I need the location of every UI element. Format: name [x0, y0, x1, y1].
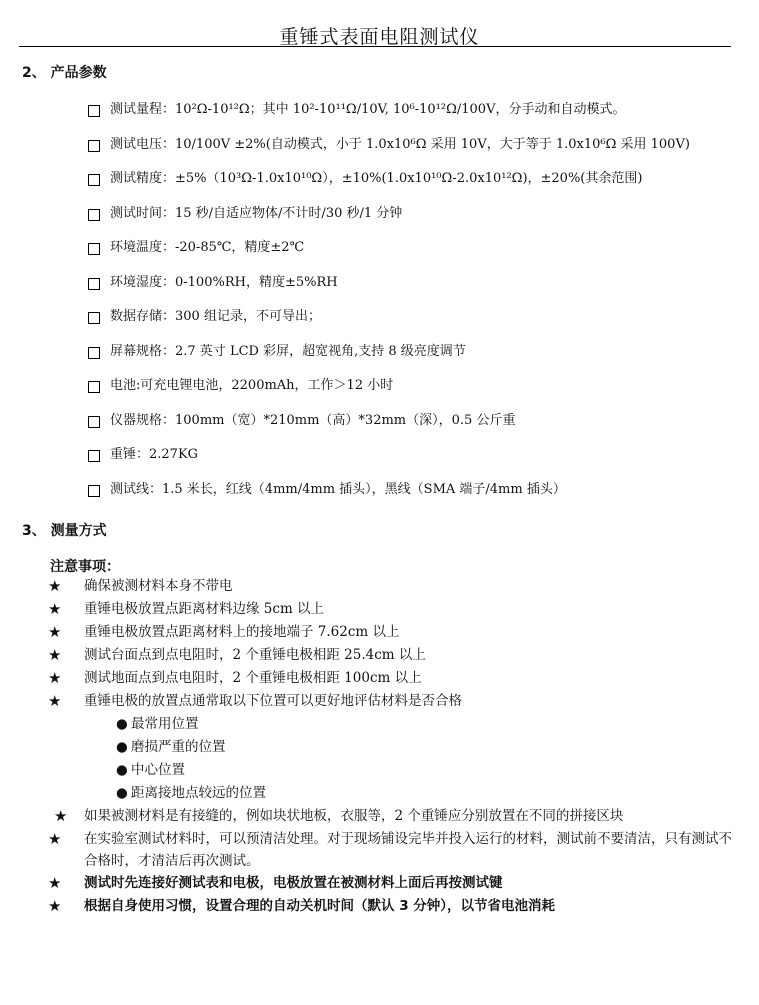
checkbox-icon [88, 278, 100, 290]
title-rule [19, 46, 731, 47]
section-heading-params: 2、 产品参数 [22, 65, 107, 81]
section-heading-method: 3、 测量方式 [22, 523, 107, 539]
param-text: 屏幕规格：2.7 英寸 LCD 彩屏，超宽视角,支持 8 级亮度调节 [110, 343, 466, 359]
param-item [86, 377, 746, 412]
param-item [86, 412, 746, 447]
note-text: 测试时先连接好测试表和电极，电极放置在被测材料上面后再按测试键 [84, 875, 503, 891]
star-icon: ★ [48, 669, 62, 687]
param-text: 测试精度：±5%（10³Ω-1.0x10¹⁰Ω），±10%(1.0x10¹⁰Ω-2.0x10¹²Ω)，±20%(其余范围) [110, 171, 643, 186]
note-text: 如果被测材料是有接缝的，例如块状地板，衣服等，2 个重锤应分别放置在不同的拼接区块 [84, 808, 624, 824]
param-text: 环境湿度：0-100%RH，精度±5%RH [110, 274, 338, 290]
param-item [86, 481, 746, 516]
note-text: 重锤电极放置点距离材料上的接地端子 7.62cm 以上 [84, 624, 400, 640]
param-item [86, 101, 746, 136]
star-icon: ★ [48, 646, 62, 664]
param-item [86, 308, 746, 343]
param-text: 测试时间：15 秒/自适应物体/不计时/30 秒/1 分钟 [110, 205, 403, 221]
param-text: 测试电压：10/100V ±2%(自动模式，小于 1.0x10⁶Ω 采用 10V，大于等于 1.0x10⁶Ω 采用 100V) [110, 136, 690, 152]
checkbox-icon [88, 381, 100, 393]
param-item [86, 205, 746, 240]
checkbox-icon [88, 140, 100, 152]
note-text: 重锤电极放置点距离材料边缘 5cm 以上 [84, 601, 325, 617]
checkbox-icon [88, 209, 100, 221]
position-text: 最常用位置 [131, 716, 199, 732]
checkbox-icon [88, 174, 100, 186]
note-item [48, 828, 738, 872]
param-text: 环境温度：-20-85℃，精度±2℃ [110, 240, 305, 255]
notes-list [48, 575, 738, 918]
note-item [48, 872, 738, 895]
position-text: 距离接地点较远的位置 [131, 785, 266, 801]
param-item [86, 136, 746, 171]
note-item [48, 621, 738, 644]
param-item [86, 274, 746, 309]
param-list [86, 101, 746, 515]
bullet-icon: ● [116, 762, 128, 778]
param-item [86, 446, 746, 481]
note-text: 确保被测材料本身不带电 [84, 578, 233, 594]
note-item [48, 690, 738, 713]
param-item [86, 343, 746, 378]
param-item [86, 170, 746, 205]
param-text: 测试量程：10²Ω-10¹²Ω；其中 10²-10¹¹Ω/10V, 10⁶-10¹²Ω/100V，分手动和自动模式。 [110, 102, 626, 117]
checkbox-icon [88, 450, 100, 462]
note-text: 测试台面点到点电阻时，2 个重锤电极相距 25.4cm 以上 [84, 647, 426, 663]
note-text: 测试地面点到点电阻时，2 个重锤电极相距 100cm 以上 [84, 670, 422, 686]
param-text: 数据存储：300 组记录，不可导出； [110, 309, 321, 324]
checkbox-icon [88, 485, 100, 497]
param-text: 测试线：1.5 米长，红线（4mm/4mm 插头），黑线（SMA 端子/4mm 插头） [110, 481, 566, 497]
bullet-icon: ● [116, 739, 128, 755]
note-item [48, 667, 738, 690]
note-item [48, 598, 738, 621]
param-text: 仪器规格：100mm（宽）*210mm（高）*32mm（深），0.5 公斤重 [110, 412, 516, 428]
bullet-icon: ● [116, 716, 128, 732]
position-text: 中心位置 [131, 762, 185, 778]
param-text: 电池:可充电锂电池，2200mAh，工作＞12 小时 [110, 378, 394, 393]
checkbox-icon [88, 416, 100, 428]
position-item [48, 759, 738, 782]
param-item [86, 239, 746, 274]
note-text: 在实验室测试材料时，可以预清洁处理。对于现场铺设完毕并投入运行的材料，测试前不要清洁，只有测试不合格时，才清洁后再次测试。 [84, 831, 732, 869]
note-item [48, 805, 738, 828]
note-item [48, 575, 738, 598]
star-icon: ★ [48, 897, 62, 915]
notes-title: 注意事项： [50, 559, 120, 575]
note-item [48, 644, 738, 667]
note-item [48, 895, 738, 918]
checkbox-icon [88, 312, 100, 324]
checkbox-icon [88, 105, 100, 117]
document-title: 重锤式表面电阻测试仪 [279, 26, 480, 48]
checkbox-icon [88, 243, 100, 255]
star-icon: ★ [54, 807, 68, 825]
bullet-icon: ● [116, 785, 128, 801]
position-text: 磨损严重的位置 [131, 739, 226, 755]
star-icon: ★ [48, 830, 62, 848]
position-item [48, 736, 738, 759]
star-icon: ★ [48, 623, 62, 641]
param-text: 重锤：2.27KG [110, 447, 199, 462]
position-item [48, 713, 738, 736]
star-icon: ★ [48, 600, 62, 618]
note-text: 根据自身使用习惯，设置合理的自动关机时间（默认 3 分钟），以节省电池消耗 [84, 898, 556, 914]
checkbox-icon [88, 347, 100, 359]
star-icon: ★ [48, 692, 62, 710]
position-item [48, 782, 738, 805]
note-text: 重锤电极的放置点通常取以下位置可以更好地评估材料是否合格 [84, 693, 462, 709]
star-icon: ★ [48, 874, 62, 892]
star-icon: ★ [48, 577, 62, 595]
